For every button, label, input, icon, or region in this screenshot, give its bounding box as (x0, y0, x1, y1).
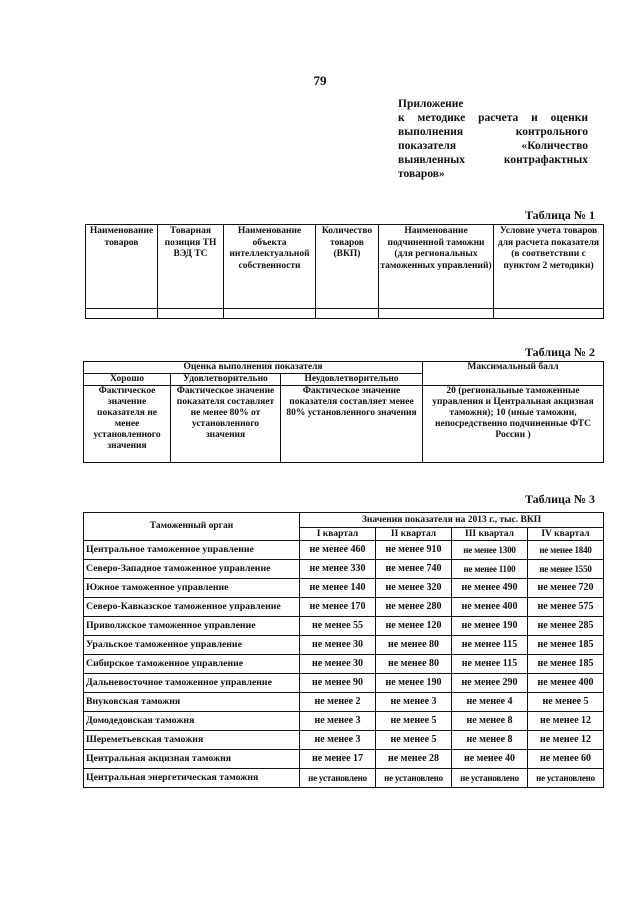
table3-org-cell: Центральная энергетическая таможня (84, 769, 300, 788)
table2-subheader: Хорошо (84, 374, 171, 386)
appendix-line: выявленных контрафактных (398, 154, 588, 166)
table3-body (84, 541, 604, 788)
table2-header-row (84, 362, 604, 374)
table1-header: Наименование товаров (86, 225, 158, 309)
table3-org-cell: Приволжское таможенное управление (84, 617, 300, 636)
table2-caption: Таблица № 2 (524, 345, 595, 359)
table3-value-cell: не менее 12 (528, 712, 604, 731)
table3-value-cell: не менее 80 (376, 655, 452, 674)
table3-value-cell: не менее 3 (376, 693, 452, 712)
table1 (85, 224, 604, 319)
table3-value-cell: не менее 490 (452, 579, 528, 598)
table-row (84, 731, 604, 750)
table3-org-cell: Внуковская таможня (84, 693, 300, 712)
table2-cell: 20 (региональные таможенные управления и Центральная акцизная таможня); 10 (иные таможни, непосредственно подчиненные ФТС России ) (423, 386, 604, 463)
table3-value-cell: не менее 1550 (528, 560, 604, 579)
table3-value-cell: не менее 8 (452, 712, 528, 731)
appendix-line: к методике расчета и оценки (398, 112, 588, 124)
table1-cell (379, 309, 494, 319)
table3-value-cell: не менее 460 (300, 541, 376, 560)
table3-value-cell: не менее 1300 (452, 541, 528, 560)
table1-caption: Таблица № 1 (524, 208, 595, 222)
table3-value-cell: не менее 30 (300, 636, 376, 655)
table3-org-cell: Центральная акцизная таможня (84, 750, 300, 769)
table2 (83, 361, 604, 463)
appendix-line: товаров» (398, 168, 445, 180)
table3-org-cell: Северо-Кавказское таможенное управление (84, 598, 300, 617)
table3-org-cell: Центральное таможенное управление (84, 541, 300, 560)
table3-value-cell: не установлено (528, 769, 604, 788)
table3-value-cell: не менее 575 (528, 598, 604, 617)
table2-max-header: Максимальный балл (423, 362, 604, 386)
table3-caption: Таблица № 3 (524, 492, 595, 506)
table-row (84, 617, 604, 636)
table3-value-cell: не менее 5 (376, 712, 452, 731)
table3-value-cell: не менее 2 (300, 693, 376, 712)
table1-header: Условие учета товаров для расчета показателя (в соответствии с пунктом 2 методики) (494, 225, 604, 309)
table3-header-row (84, 513, 604, 528)
appendix-line: показателя «Количество (398, 140, 588, 152)
page-number: 79 (313, 73, 327, 88)
table3-value-cell: не менее 185 (528, 636, 604, 655)
table3-value-cell: не менее 185 (528, 655, 604, 674)
table3-org-cell: Северо-Западное таможенное управление (84, 560, 300, 579)
table3-value-cell: не менее 1840 (528, 541, 604, 560)
table3-value-cell: не менее 90 (300, 674, 376, 693)
table3-value-cell: не менее 140 (300, 579, 376, 598)
table-row (84, 693, 604, 712)
table3-org-cell: Дальневосточное таможенное управление (84, 674, 300, 693)
table3-quarter-header: II квартал (376, 528, 452, 541)
table3 (83, 512, 604, 788)
table-row (84, 560, 604, 579)
appendix-heading (398, 97, 588, 181)
table3-org-cell: Сибирское таможенное управление (84, 655, 300, 674)
table3-quarter-header: III квартал (452, 528, 528, 541)
table3-value-cell: не менее 28 (376, 750, 452, 769)
table3-value-cell: не менее 80 (376, 636, 452, 655)
table1-header: Наименование объекта интеллектуальной собственности (224, 225, 316, 309)
appendix-line: выполнения контрольного (398, 126, 588, 138)
table2-group-header: Оценка выполнения показателя (84, 362, 423, 374)
appendix-title: Приложение (398, 98, 464, 110)
table3-value-cell: не менее 740 (376, 560, 452, 579)
table1-header: Количество товаров (ВКП) (316, 225, 379, 309)
table3-quarter-header: I квартал (300, 528, 376, 541)
table1-cell (224, 309, 316, 319)
table2-subheader: Удовлетворительно (171, 374, 281, 386)
table3-quarter-header: IV квартал (528, 528, 604, 541)
table-row (84, 541, 604, 560)
table3-value-cell: не менее 190 (452, 617, 528, 636)
table3-value-cell: не менее 17 (300, 750, 376, 769)
table3-org-cell: Южное таможенное управление (84, 579, 300, 598)
table-row (84, 655, 604, 674)
table3-value-cell: не менее 190 (376, 674, 452, 693)
table3-value-cell: не установлено (452, 769, 528, 788)
table-row (84, 674, 604, 693)
table3-value-cell: не менее 115 (452, 636, 528, 655)
table3-value-cell: не менее 285 (528, 617, 604, 636)
table3-org-header: Таможенный орган (84, 513, 300, 541)
table3-value-cell: не менее 400 (528, 674, 604, 693)
table1-cell (316, 309, 379, 319)
table3-value-cell: не менее 55 (300, 617, 376, 636)
table3-value-cell: не менее 910 (376, 541, 452, 560)
table3-value-cell: не менее 5 (376, 731, 452, 750)
table1-header: Наименование подчиненной таможни (для региональных таможенных управлений) (379, 225, 494, 309)
table3-value-cell: не менее 290 (452, 674, 528, 693)
table-row (84, 750, 604, 769)
table1-header: Товарная позиция ТН ВЭД ТС (158, 225, 224, 309)
table1-cell (158, 309, 224, 319)
table3-value-cell: не менее 1100 (452, 560, 528, 579)
table2-subheader: Неудовлетворительно (281, 374, 423, 386)
table3-value-cell: не менее 280 (376, 598, 452, 617)
table3-value-cell: не менее 30 (300, 655, 376, 674)
table3-value-cell: не менее 170 (300, 598, 376, 617)
table3-value-cell: не менее 12 (528, 731, 604, 750)
table1-empty-row (86, 309, 604, 319)
table3-org-cell: Уральское таможенное управление (84, 636, 300, 655)
table2-cell: Фактическое значение показателя не менее установленного значения (84, 386, 171, 463)
table2-body-row (84, 386, 604, 463)
table1-cell (86, 309, 158, 319)
table3-org-cell: Шереметьевская таможня (84, 731, 300, 750)
table-row (84, 636, 604, 655)
table3-value-cell: не менее 330 (300, 560, 376, 579)
table-row (84, 579, 604, 598)
table-row (84, 769, 604, 788)
table3-value-cell: не менее 5 (528, 693, 604, 712)
table3-value-cell: не менее 720 (528, 579, 604, 598)
table3-value-cell: не менее 120 (376, 617, 452, 636)
table3-value-cell: не менее 400 (452, 598, 528, 617)
table1-cell (494, 309, 604, 319)
table3-group-header: Значения показателя на 2013 г., тыс. ВКП (300, 513, 604, 528)
table3-value-cell: не менее 3 (300, 712, 376, 731)
table3-value-cell: не менее 115 (452, 655, 528, 674)
table3-value-cell: не установлено (376, 769, 452, 788)
table2-cell: Фактическое значение показателя составляет не менее 80% от установленного значения (171, 386, 281, 463)
table3-value-cell: не менее 8 (452, 731, 528, 750)
table3-value-cell: не менее 3 (300, 731, 376, 750)
table3-org-cell: Домодедовская таможня (84, 712, 300, 731)
table3-value-cell: не менее 4 (452, 693, 528, 712)
table1-header-row (86, 225, 604, 309)
table3-value-cell: не менее 40 (452, 750, 528, 769)
table3-value-cell: не менее 320 (376, 579, 452, 598)
table3-value-cell: не установлено (300, 769, 376, 788)
table-row (84, 712, 604, 731)
table2-cell: Фактическое значение показателя составляет менее 80% установленного значения (281, 386, 423, 463)
table-row (84, 598, 604, 617)
table3-value-cell: не менее 60 (528, 750, 604, 769)
